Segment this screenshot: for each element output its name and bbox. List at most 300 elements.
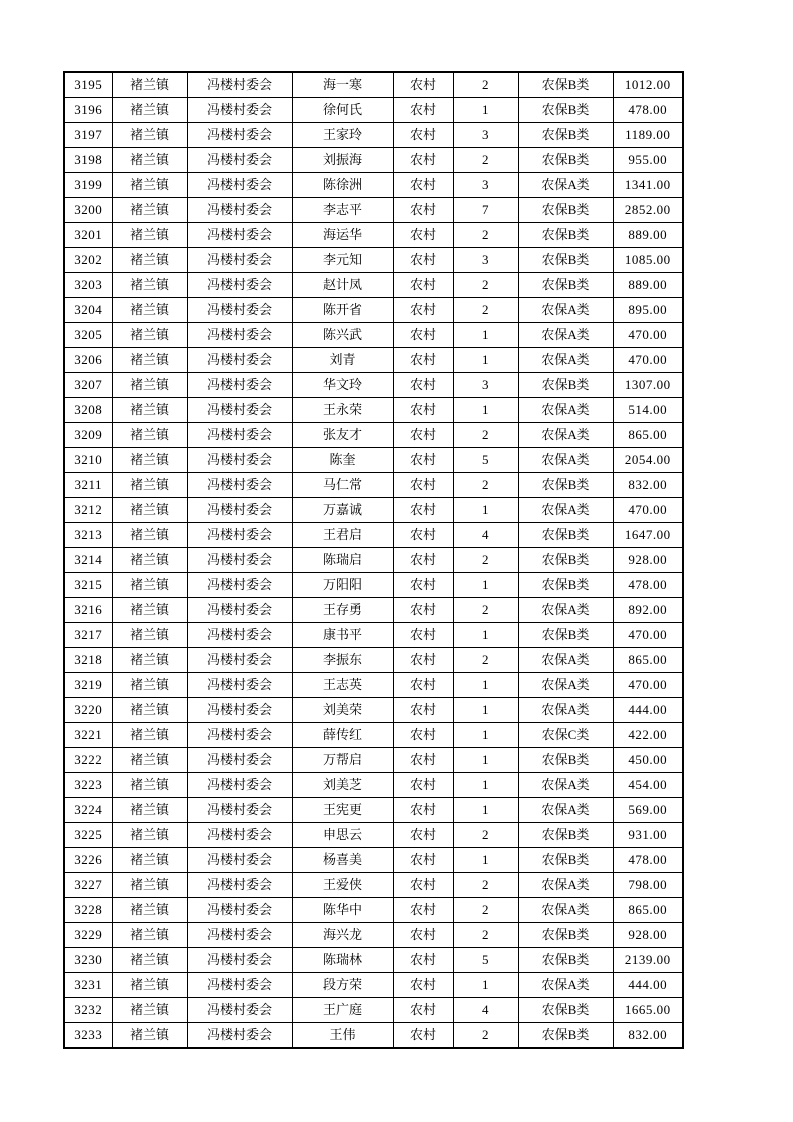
cell-village-committee: 冯楼村委会 <box>187 598 292 623</box>
cell-amount: 444.00 <box>613 973 683 998</box>
cell-amount: 865.00 <box>613 648 683 673</box>
cell-category: 农村 <box>393 72 453 98</box>
cell-town: 褚兰镇 <box>112 1023 187 1049</box>
cell-name: 马仁常 <box>292 473 393 498</box>
cell-category: 农村 <box>393 173 453 198</box>
cell-amount: 2852.00 <box>613 198 683 223</box>
cell-serial-number: 3195 <box>64 72 112 98</box>
cell-name: 王君启 <box>292 523 393 548</box>
cell-category: 农村 <box>393 398 453 423</box>
cell-village-committee: 冯楼村委会 <box>187 498 292 523</box>
cell-amount: 478.00 <box>613 848 683 873</box>
table-row <box>64 998 683 1023</box>
cell-category: 农村 <box>393 1023 453 1049</box>
cell-category: 农村 <box>393 423 453 448</box>
table-row <box>64 548 683 573</box>
cell-serial-number: 3201 <box>64 223 112 248</box>
cell-insurance-type: 农保B类 <box>518 823 613 848</box>
cell-name: 王伟 <box>292 1023 393 1049</box>
cell-name: 万帮启 <box>292 748 393 773</box>
cell-insurance-type: 农保B类 <box>518 198 613 223</box>
table-row <box>64 248 683 273</box>
cell-name: 陈开省 <box>292 298 393 323</box>
cell-serial-number: 3203 <box>64 273 112 298</box>
table-row <box>64 673 683 698</box>
table-row <box>64 498 683 523</box>
cell-town: 褚兰镇 <box>112 198 187 223</box>
cell-serial-number: 3209 <box>64 423 112 448</box>
cell-village-committee: 冯楼村委会 <box>187 473 292 498</box>
cell-serial-number: 3212 <box>64 498 112 523</box>
cell-person-count: 2 <box>453 473 518 498</box>
cell-amount: 444.00 <box>613 698 683 723</box>
cell-amount: 889.00 <box>613 273 683 298</box>
table-row <box>64 423 683 448</box>
cell-amount: 569.00 <box>613 798 683 823</box>
table-row <box>64 298 683 323</box>
cell-serial-number: 3197 <box>64 123 112 148</box>
cell-category: 农村 <box>393 298 453 323</box>
cell-insurance-type: 农保B类 <box>518 848 613 873</box>
cell-town: 褚兰镇 <box>112 298 187 323</box>
table-row <box>64 598 683 623</box>
cell-category: 农村 <box>393 123 453 148</box>
cell-insurance-type: 农保B类 <box>518 623 613 648</box>
cell-town: 褚兰镇 <box>112 723 187 748</box>
cell-name: 陈瑞林 <box>292 948 393 973</box>
cell-town: 褚兰镇 <box>112 973 187 998</box>
cell-insurance-type: 农保B类 <box>518 573 613 598</box>
cell-insurance-type: 农保A类 <box>518 323 613 348</box>
cell-person-count: 1 <box>453 573 518 598</box>
cell-insurance-type: 农保B类 <box>518 98 613 123</box>
cell-insurance-type: 农保B类 <box>518 1023 613 1049</box>
cell-category: 农村 <box>393 148 453 173</box>
cell-person-count: 1 <box>453 498 518 523</box>
cell-category: 农村 <box>393 823 453 848</box>
table-row <box>64 973 683 998</box>
cell-insurance-type: 农保A类 <box>518 648 613 673</box>
cell-name: 康书平 <box>292 623 393 648</box>
cell-village-committee: 冯楼村委会 <box>187 298 292 323</box>
cell-category: 农村 <box>393 773 453 798</box>
cell-insurance-type: 农保B类 <box>518 223 613 248</box>
cell-person-count: 1 <box>453 973 518 998</box>
cell-amount: 931.00 <box>613 823 683 848</box>
cell-insurance-type: 农保A类 <box>518 298 613 323</box>
table-row <box>64 198 683 223</box>
cell-town: 褚兰镇 <box>112 698 187 723</box>
cell-village-committee: 冯楼村委会 <box>187 998 292 1023</box>
table-row <box>64 148 683 173</box>
cell-amount: 928.00 <box>613 548 683 573</box>
cell-village-committee: 冯楼村委会 <box>187 423 292 448</box>
cell-village-committee: 冯楼村委会 <box>187 248 292 273</box>
cell-serial-number: 3232 <box>64 998 112 1023</box>
cell-category: 农村 <box>393 948 453 973</box>
cell-category: 农村 <box>393 448 453 473</box>
cell-town: 褚兰镇 <box>112 548 187 573</box>
cell-person-count: 2 <box>453 423 518 448</box>
cell-amount: 478.00 <box>613 98 683 123</box>
cell-serial-number: 3231 <box>64 973 112 998</box>
cell-insurance-type: 农保A类 <box>518 698 613 723</box>
cell-name: 陈徐洲 <box>292 173 393 198</box>
cell-person-count: 5 <box>453 948 518 973</box>
cell-insurance-type: 农保A类 <box>518 398 613 423</box>
cell-person-count: 3 <box>453 248 518 273</box>
table-row <box>64 123 683 148</box>
cell-village-committee: 冯楼村委会 <box>187 98 292 123</box>
cell-village-committee: 冯楼村委会 <box>187 198 292 223</box>
cell-person-count: 2 <box>453 298 518 323</box>
cell-name: 陈瑞启 <box>292 548 393 573</box>
cell-amount: 1341.00 <box>613 173 683 198</box>
table-row <box>64 773 683 798</box>
cell-town: 褚兰镇 <box>112 173 187 198</box>
cell-serial-number: 3196 <box>64 98 112 123</box>
table-row <box>64 373 683 398</box>
cell-name: 李元知 <box>292 248 393 273</box>
cell-insurance-type: 农保B类 <box>518 523 613 548</box>
cell-insurance-type: 农保B类 <box>518 72 613 98</box>
cell-amount: 798.00 <box>613 873 683 898</box>
cell-town: 褚兰镇 <box>112 823 187 848</box>
cell-amount: 2139.00 <box>613 948 683 973</box>
cell-serial-number: 3205 <box>64 323 112 348</box>
cell-town: 褚兰镇 <box>112 898 187 923</box>
cell-town: 褚兰镇 <box>112 373 187 398</box>
cell-insurance-type: 农保A类 <box>518 448 613 473</box>
cell-amount: 895.00 <box>613 298 683 323</box>
cell-person-count: 1 <box>453 798 518 823</box>
cell-amount: 2054.00 <box>613 448 683 473</box>
cell-amount: 450.00 <box>613 748 683 773</box>
cell-town: 褚兰镇 <box>112 748 187 773</box>
cell-name: 王志英 <box>292 673 393 698</box>
cell-town: 褚兰镇 <box>112 123 187 148</box>
cell-person-count: 2 <box>453 898 518 923</box>
cell-town: 褚兰镇 <box>112 498 187 523</box>
cell-town: 褚兰镇 <box>112 473 187 498</box>
cell-category: 农村 <box>393 473 453 498</box>
cell-village-committee: 冯楼村委会 <box>187 948 292 973</box>
cell-serial-number: 3224 <box>64 798 112 823</box>
table-row <box>64 323 683 348</box>
cell-amount: 470.00 <box>613 348 683 373</box>
cell-serial-number: 3199 <box>64 173 112 198</box>
cell-insurance-type: 农保B类 <box>518 548 613 573</box>
table-row <box>64 98 683 123</box>
table-row <box>64 1023 683 1049</box>
cell-person-count: 2 <box>453 72 518 98</box>
cell-category: 农村 <box>393 623 453 648</box>
cell-town: 褚兰镇 <box>112 673 187 698</box>
cell-town: 褚兰镇 <box>112 873 187 898</box>
cell-person-count: 1 <box>453 848 518 873</box>
cell-amount: 1307.00 <box>613 373 683 398</box>
cell-person-count: 2 <box>453 148 518 173</box>
cell-village-committee: 冯楼村委会 <box>187 673 292 698</box>
cell-village-committee: 冯楼村委会 <box>187 823 292 848</box>
cell-village-committee: 冯楼村委会 <box>187 548 292 573</box>
table-row <box>64 923 683 948</box>
cell-person-count: 4 <box>453 523 518 548</box>
cell-person-count: 2 <box>453 823 518 848</box>
cell-name: 海兴龙 <box>292 923 393 948</box>
cell-village-committee: 冯楼村委会 <box>187 798 292 823</box>
cell-town: 褚兰镇 <box>112 773 187 798</box>
cell-town: 褚兰镇 <box>112 923 187 948</box>
cell-category: 农村 <box>393 673 453 698</box>
cell-name: 李振东 <box>292 648 393 673</box>
cell-category: 农村 <box>393 723 453 748</box>
cell-serial-number: 3220 <box>64 698 112 723</box>
cell-insurance-type: 农保A类 <box>518 498 613 523</box>
cell-village-committee: 冯楼村委会 <box>187 973 292 998</box>
cell-village-committee: 冯楼村委会 <box>187 173 292 198</box>
cell-name: 段方荣 <box>292 973 393 998</box>
cell-serial-number: 3217 <box>64 623 112 648</box>
table-row <box>64 448 683 473</box>
cell-category: 农村 <box>393 648 453 673</box>
cell-village-committee: 冯楼村委会 <box>187 923 292 948</box>
cell-village-committee: 冯楼村委会 <box>187 323 292 348</box>
cell-name: 刘美荣 <box>292 698 393 723</box>
cell-village-committee: 冯楼村委会 <box>187 523 292 548</box>
cell-town: 褚兰镇 <box>112 573 187 598</box>
cell-person-count: 1 <box>453 673 518 698</box>
table-row <box>64 573 683 598</box>
table-body <box>64 72 683 1048</box>
table-row <box>64 823 683 848</box>
cell-serial-number: 3215 <box>64 573 112 598</box>
cell-person-count: 3 <box>453 173 518 198</box>
benefits-roster-table <box>63 71 684 1049</box>
cell-serial-number: 3213 <box>64 523 112 548</box>
cell-town: 褚兰镇 <box>112 348 187 373</box>
cell-serial-number: 3222 <box>64 748 112 773</box>
cell-town: 褚兰镇 <box>112 798 187 823</box>
cell-amount: 865.00 <box>613 898 683 923</box>
cell-person-count: 2 <box>453 273 518 298</box>
table-row <box>64 523 683 548</box>
cell-person-count: 1 <box>453 398 518 423</box>
cell-amount: 470.00 <box>613 498 683 523</box>
cell-amount: 470.00 <box>613 323 683 348</box>
cell-town: 褚兰镇 <box>112 323 187 348</box>
cell-name: 海运华 <box>292 223 393 248</box>
cell-village-committee: 冯楼村委会 <box>187 1023 292 1049</box>
cell-serial-number: 3210 <box>64 448 112 473</box>
cell-category: 农村 <box>393 348 453 373</box>
cell-category: 农村 <box>393 548 453 573</box>
cell-insurance-type: 农保B类 <box>518 473 613 498</box>
cell-insurance-type: 农保A类 <box>518 898 613 923</box>
cell-insurance-type: 农保B类 <box>518 248 613 273</box>
cell-name: 赵计凤 <box>292 273 393 298</box>
cell-person-count: 1 <box>453 748 518 773</box>
cell-insurance-type: 农保A类 <box>518 598 613 623</box>
cell-serial-number: 3198 <box>64 148 112 173</box>
cell-town: 褚兰镇 <box>112 998 187 1023</box>
table-row <box>64 173 683 198</box>
cell-category: 农村 <box>393 898 453 923</box>
cell-village-committee: 冯楼村委会 <box>187 373 292 398</box>
cell-town: 褚兰镇 <box>112 248 187 273</box>
cell-village-committee: 冯楼村委会 <box>187 723 292 748</box>
cell-amount: 928.00 <box>613 923 683 948</box>
table-row <box>64 223 683 248</box>
cell-village-committee: 冯楼村委会 <box>187 148 292 173</box>
cell-village-committee: 冯楼村委会 <box>187 698 292 723</box>
cell-town: 褚兰镇 <box>112 98 187 123</box>
cell-insurance-type: 农保B类 <box>518 748 613 773</box>
table-row <box>64 798 683 823</box>
cell-person-count: 1 <box>453 773 518 798</box>
cell-name: 陈华中 <box>292 898 393 923</box>
cell-category: 农村 <box>393 98 453 123</box>
cell-insurance-type: 农保A类 <box>518 173 613 198</box>
cell-person-count: 2 <box>453 548 518 573</box>
cell-serial-number: 3200 <box>64 198 112 223</box>
table-row <box>64 473 683 498</box>
cell-category: 农村 <box>393 323 453 348</box>
cell-serial-number: 3219 <box>64 673 112 698</box>
cell-amount: 470.00 <box>613 673 683 698</box>
cell-town: 褚兰镇 <box>112 598 187 623</box>
cell-village-committee: 冯楼村委会 <box>187 123 292 148</box>
cell-amount: 865.00 <box>613 423 683 448</box>
cell-serial-number: 3230 <box>64 948 112 973</box>
cell-name: 万嘉诚 <box>292 498 393 523</box>
cell-amount: 454.00 <box>613 773 683 798</box>
cell-insurance-type: 农保A类 <box>518 423 613 448</box>
cell-insurance-type: 农保B类 <box>518 998 613 1023</box>
cell-insurance-type: 农保B类 <box>518 923 613 948</box>
cell-category: 农村 <box>393 248 453 273</box>
cell-town: 褚兰镇 <box>112 448 187 473</box>
cell-person-count: 3 <box>453 123 518 148</box>
cell-name: 陈奎 <box>292 448 393 473</box>
cell-category: 农村 <box>393 848 453 873</box>
cell-person-count: 1 <box>453 623 518 648</box>
cell-amount: 832.00 <box>613 1023 683 1049</box>
cell-person-count: 2 <box>453 598 518 623</box>
cell-amount: 832.00 <box>613 473 683 498</box>
table-row <box>64 898 683 923</box>
cell-serial-number: 3229 <box>64 923 112 948</box>
cell-amount: 955.00 <box>613 148 683 173</box>
cell-town: 褚兰镇 <box>112 423 187 448</box>
cell-category: 农村 <box>393 698 453 723</box>
cell-amount: 478.00 <box>613 573 683 598</box>
cell-name: 刘振海 <box>292 148 393 173</box>
cell-person-count: 1 <box>453 323 518 348</box>
cell-village-committee: 冯楼村委会 <box>187 448 292 473</box>
cell-town: 褚兰镇 <box>112 623 187 648</box>
cell-town: 褚兰镇 <box>112 948 187 973</box>
cell-name: 徐何氏 <box>292 98 393 123</box>
cell-name: 王广庭 <box>292 998 393 1023</box>
cell-amount: 1647.00 <box>613 523 683 548</box>
cell-name: 李志平 <box>292 198 393 223</box>
cell-name: 万阳阳 <box>292 573 393 598</box>
cell-name: 王家玲 <box>292 123 393 148</box>
cell-person-count: 2 <box>453 1023 518 1049</box>
cell-person-count: 2 <box>453 223 518 248</box>
cell-person-count: 4 <box>453 998 518 1023</box>
cell-insurance-type: 农保A类 <box>518 973 613 998</box>
cell-category: 农村 <box>393 523 453 548</box>
cell-category: 农村 <box>393 198 453 223</box>
cell-category: 农村 <box>393 373 453 398</box>
cell-insurance-type: 农保A类 <box>518 873 613 898</box>
cell-name: 刘青 <box>292 348 393 373</box>
cell-amount: 1012.00 <box>613 72 683 98</box>
table-row <box>64 848 683 873</box>
table-row <box>64 723 683 748</box>
cell-village-committee: 冯楼村委会 <box>187 348 292 373</box>
cell-serial-number: 3233 <box>64 1023 112 1049</box>
table-row <box>64 623 683 648</box>
cell-person-count: 2 <box>453 923 518 948</box>
cell-person-count: 5 <box>453 448 518 473</box>
cell-village-committee: 冯楼村委会 <box>187 573 292 598</box>
cell-serial-number: 3216 <box>64 598 112 623</box>
cell-village-committee: 冯楼村委会 <box>187 773 292 798</box>
cell-village-committee: 冯楼村委会 <box>187 648 292 673</box>
cell-serial-number: 3208 <box>64 398 112 423</box>
cell-amount: 514.00 <box>613 398 683 423</box>
cell-serial-number: 3228 <box>64 898 112 923</box>
cell-category: 农村 <box>393 748 453 773</box>
cell-village-committee: 冯楼村委会 <box>187 748 292 773</box>
cell-category: 农村 <box>393 598 453 623</box>
cell-person-count: 2 <box>453 873 518 898</box>
cell-name: 张友才 <box>292 423 393 448</box>
cell-village-committee: 冯楼村委会 <box>187 72 292 98</box>
cell-insurance-type: 农保A类 <box>518 348 613 373</box>
cell-serial-number: 3206 <box>64 348 112 373</box>
table-row <box>64 698 683 723</box>
cell-category: 农村 <box>393 498 453 523</box>
cell-name: 王存勇 <box>292 598 393 623</box>
cell-town: 褚兰镇 <box>112 848 187 873</box>
cell-serial-number: 3204 <box>64 298 112 323</box>
cell-name: 申思云 <box>292 823 393 848</box>
cell-name: 海一寒 <box>292 72 393 98</box>
cell-amount: 889.00 <box>613 223 683 248</box>
cell-name: 华文玲 <box>292 373 393 398</box>
cell-name: 王宪更 <box>292 798 393 823</box>
cell-serial-number: 3227 <box>64 873 112 898</box>
cell-person-count: 1 <box>453 723 518 748</box>
cell-insurance-type: 农保B类 <box>518 148 613 173</box>
cell-serial-number: 3221 <box>64 723 112 748</box>
table-row <box>64 748 683 773</box>
cell-amount: 892.00 <box>613 598 683 623</box>
cell-name: 刘美芝 <box>292 773 393 798</box>
table-row <box>64 948 683 973</box>
cell-insurance-type: 农保A类 <box>518 798 613 823</box>
cell-serial-number: 3225 <box>64 823 112 848</box>
cell-village-committee: 冯楼村委会 <box>187 848 292 873</box>
cell-name: 王永荣 <box>292 398 393 423</box>
cell-name: 薛传红 <box>292 723 393 748</box>
cell-town: 褚兰镇 <box>112 523 187 548</box>
cell-amount: 1665.00 <box>613 998 683 1023</box>
